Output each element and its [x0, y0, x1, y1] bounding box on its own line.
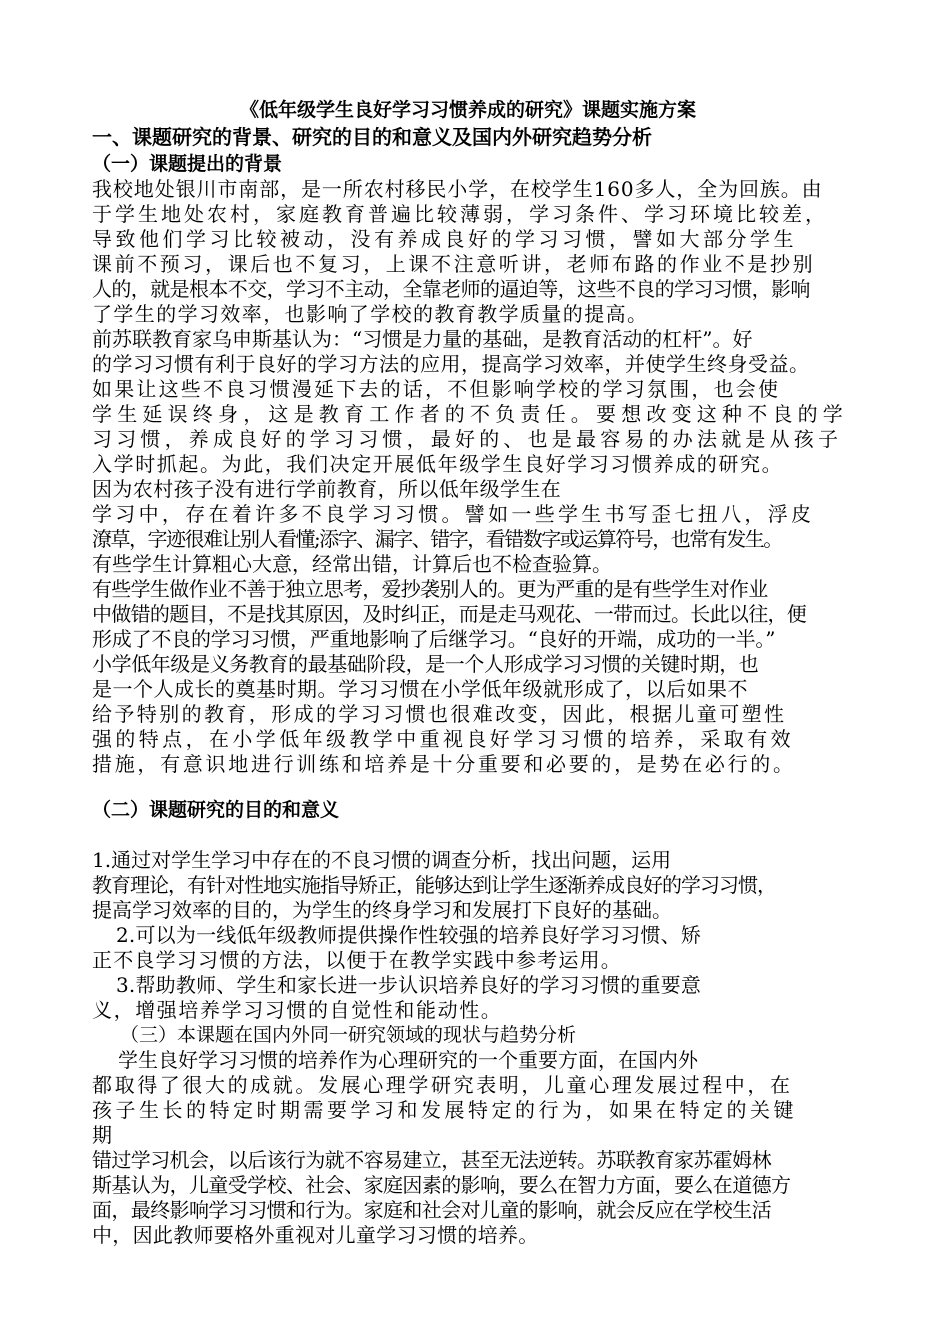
paragraph-line: 义，增强培养学习习惯的自觉性和能动性。: [92, 998, 503, 1022]
paragraph-line: 因为农村孩子没有进行学前教育，所以低年级学生在: [92, 477, 562, 501]
paragraph-line: 小学低年级是义务教育的最基础阶段，是一个人形成学习习惯的关键时期，也: [92, 652, 759, 676]
paragraph-line: 学习中，存在着许多不良学习习惯。譬如一些学生书写歪七扭八，浮皮: [92, 502, 815, 526]
subsection-heading: （三）本课题在国内外同一研究领域的现状与趋势分析: [120, 1024, 577, 1046]
paragraph-line: 期: [92, 1123, 112, 1147]
subsection-heading: （一）课题提出的背景: [92, 153, 283, 175]
paragraph-line: 我校地处银川市南部，是一所农村移民小学，在校学生160多人，全为回族。由: [92, 177, 823, 201]
section-heading: 一、课题研究的背景、研究的目的和意义及国内外研究趋势分析: [92, 125, 652, 149]
paragraph-line: 学生良好学习习惯的培养作为心理研究的一个重要方面，在国内外: [118, 1048, 698, 1072]
paragraph-line: 学生延误终身，这是教育工作者的不负责任。要想改变这种不良的学: [92, 402, 848, 426]
paragraph-line: 习习惯，养成良好的学习习惯，最好的、也是最容易的办法就是从孩子: [92, 427, 843, 451]
paragraph-line: 是一个人成长的奠基时期。学习习惯在小学低年级就形成了，以后如果不: [92, 677, 748, 701]
paragraph-line: 如果让这些不良习惯漫延下去的话，不但影响学校的学习氛围，也会使: [92, 377, 781, 401]
paragraph-line: 于学生地处农村，家庭教育普遍比较薄弱，学习条件、学习环境比较差，: [92, 202, 828, 226]
paragraph-line: 面，最终影响学习习惯和行为。家庭和社会对儿童的影响，就会反应在学校生活: [92, 1198, 771, 1222]
document-title: 《低年级学生良好学习习惯养成的研究》课题实施方案: [240, 99, 697, 121]
paragraph-line: 2.可以为一线低年级教师提供操作性较强的培养良好学习习惯、矫: [116, 923, 702, 947]
paragraph-line: 有些学生做作业不善于独立思考，爱抄袭别人的。更为严重的是有些学生对作业: [92, 577, 768, 601]
paragraph-line: 形成了不良的学习习惯，严重地影响了后继学习。“良好的开端，成功的一半。”: [92, 627, 776, 651]
paragraph-line: 错过学习机会，以后该行为就不容易建立，甚至无法逆转。苏联教育家苏霍姆林: [92, 1148, 771, 1172]
paragraph-line: 中做错的题目，不是找其原因，及时纠正，而是走马观花、一带而过。长此以往，便: [92, 602, 807, 626]
paragraph-line: 入学时抓起。为此，我们决定开展低年级学生良好学习习惯养成的研究。: [92, 452, 784, 476]
paragraph-line: 人的，就是根本不交，学习不主动，全靠老师的逼迫等，这些不良的学习习惯，影响: [92, 277, 810, 301]
paragraph-line: 了学生的学习效率，也影响了学校的教育教学质量的提高。: [92, 302, 649, 326]
paragraph-line: 教育理论，有针对性地实施指导矫正，能够达到让学生逐渐养成良好的学习习惯，: [92, 873, 776, 897]
paragraph-line: 1.通过对学生学习中存在的不良习惯的调查分析，找出问题，运用: [92, 848, 672, 872]
paragraph-line: 有些学生计算粗心大意，经常出错，计算后也不检查验算。: [92, 552, 612, 576]
subsection-heading: （二）课题研究的目的和意义: [92, 799, 340, 821]
paragraph-line: 正不良学习习惯的方法，以便于在教学实践中参考运用。: [92, 948, 622, 972]
paragraph-line: 的学习习惯有利于良好的学习方法的应用，提高学习效率，并使学生终身受益。: [92, 352, 810, 376]
paragraph-line: 措施，有意识地进行训练和培养是十分重要和必要的，是势在必行的。: [92, 752, 796, 776]
paragraph-line: 提高学习效率的目的，为学生的终身学习和发展打下良好的基础。: [92, 898, 672, 922]
paragraph-line: 中，因此教师要格外重视对儿童学习习惯的培养。: [92, 1223, 539, 1247]
paragraph-line: 强的特点，在小学低年级教学中重视良好学习习惯的培养，采取有效: [92, 727, 794, 751]
paragraph-line: 导致他们学习比较被动，没有养成良好的学习习惯，譬如大部分学生: [92, 227, 797, 251]
paragraph-line: 斯基认为，儿童受学校、社会、家庭因素的影响，要么在智力方面，要么在道德方: [92, 1173, 791, 1197]
paragraph-line: 3.帮助教师、学生和家长进一步认识培养良好的学习习惯的重要意: [116, 973, 702, 997]
paragraph-line: 都取得了很大的成就。发展心理学研究表明，儿童心理发展过程中，在: [92, 1073, 793, 1097]
paragraph-line: 课前不预习，课后也不复习，上课不注意听讲，老师布路的作业不是抄别: [92, 252, 816, 276]
paragraph-line: 前苏联教育家乌申斯基认为：“习惯是力量的基础，是教育活动的杠杆”。好: [92, 327, 753, 351]
paragraph-line: 孩子生长的特定时期需要学习和发展特定的行为，如果在特定的关键: [92, 1098, 797, 1122]
paragraph-line: 给予特别的教育，形成的学习习惯也很难改变，因此，根据儿童可塑性: [92, 702, 787, 726]
paragraph-line: 潦草，字迹很难让别人看懂;添字、漏字、错字，看错数字或运算符号，也常有发生。: [92, 527, 782, 551]
